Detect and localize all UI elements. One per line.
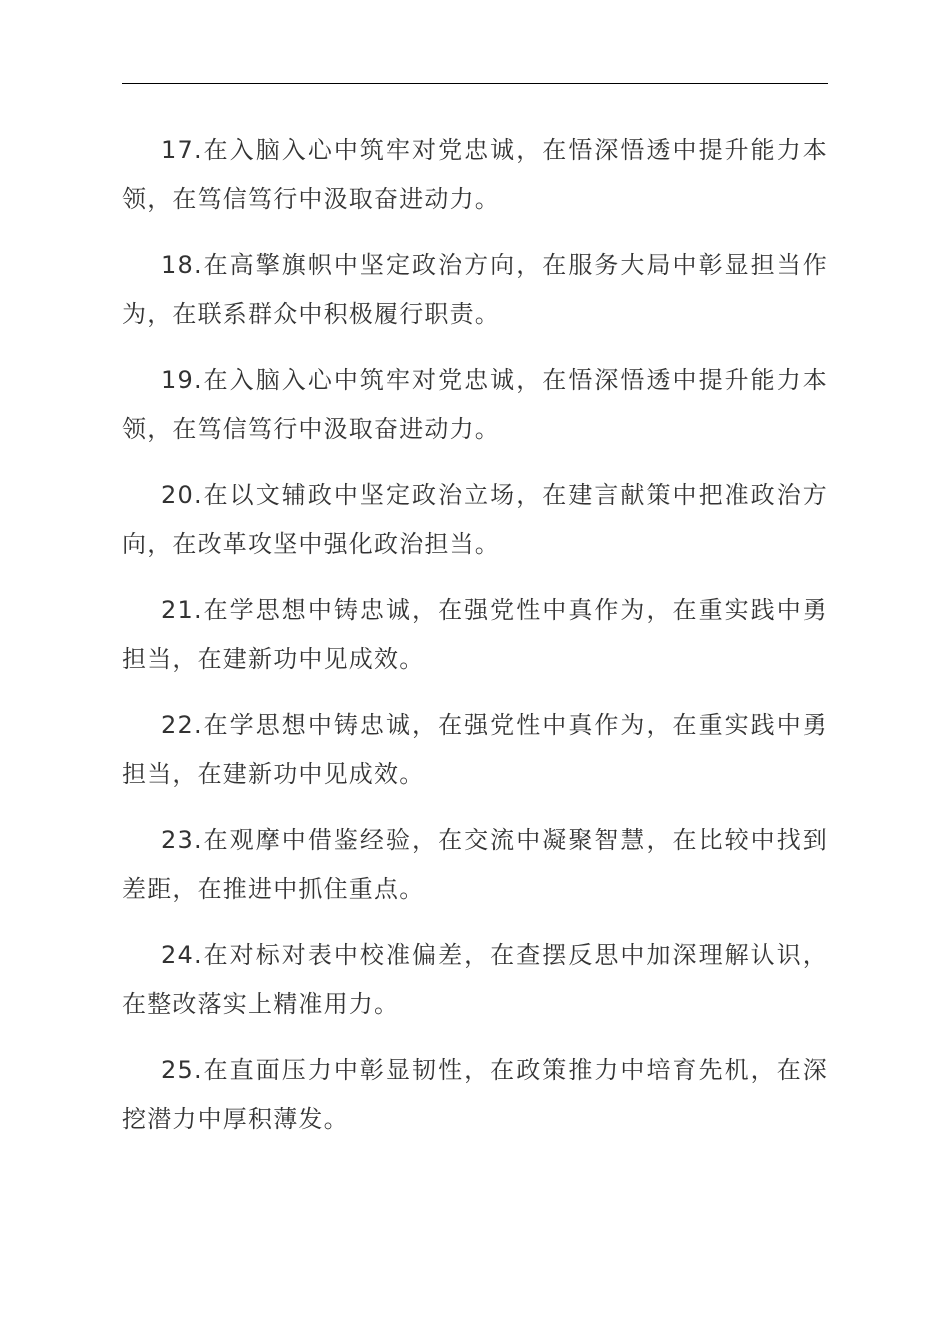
paragraph-25: 25.在直面压力中彰显韧性，在政策推力中培育先机，在深挖潜力中厚积薄发。 <box>122 1056 828 1133</box>
paragraph-22: 22.在学思想中铸忠诚，在强党性中真作为，在重实践中勇担当，在建新功中见成效。 <box>122 711 828 788</box>
paragraph-18: 18.在高擎旗帜中坚定政治方向，在服务大局中彰显担当作为，在联系群众中积极履行职责。 <box>122 251 828 328</box>
paragraph-19: 19.在入脑入心中筑牢对党忠诚，在悟深悟透中提升能力本领，在笃信笃行中汲取奋进动力。 <box>122 366 828 443</box>
paragraph-20: 20.在以文辅政中坚定政治立场，在建言献策中把准政治方向，在改革攻坚中强化政治担当。 <box>122 481 828 558</box>
header-rule <box>122 83 828 84</box>
document-body <box>122 126 828 1161</box>
paragraph-21: 21.在学思想中铸忠诚，在强党性中真作为，在重实践中勇担当，在建新功中见成效。 <box>122 596 828 673</box>
paragraph-23: 23.在观摩中借鉴经验，在交流中凝聚智慧，在比较中找到差距，在推进中抓住重点。 <box>122 826 828 903</box>
paragraph-17: 17.在入脑入心中筑牢对党忠诚，在悟深悟透中提升能力本领，在笃信笃行中汲取奋进动力。 <box>122 136 828 213</box>
paragraph-24: 24.在对标对表中校准偏差，在查摆反思中加深理解认识，在整改落实上精准用力。 <box>122 941 828 1018</box>
